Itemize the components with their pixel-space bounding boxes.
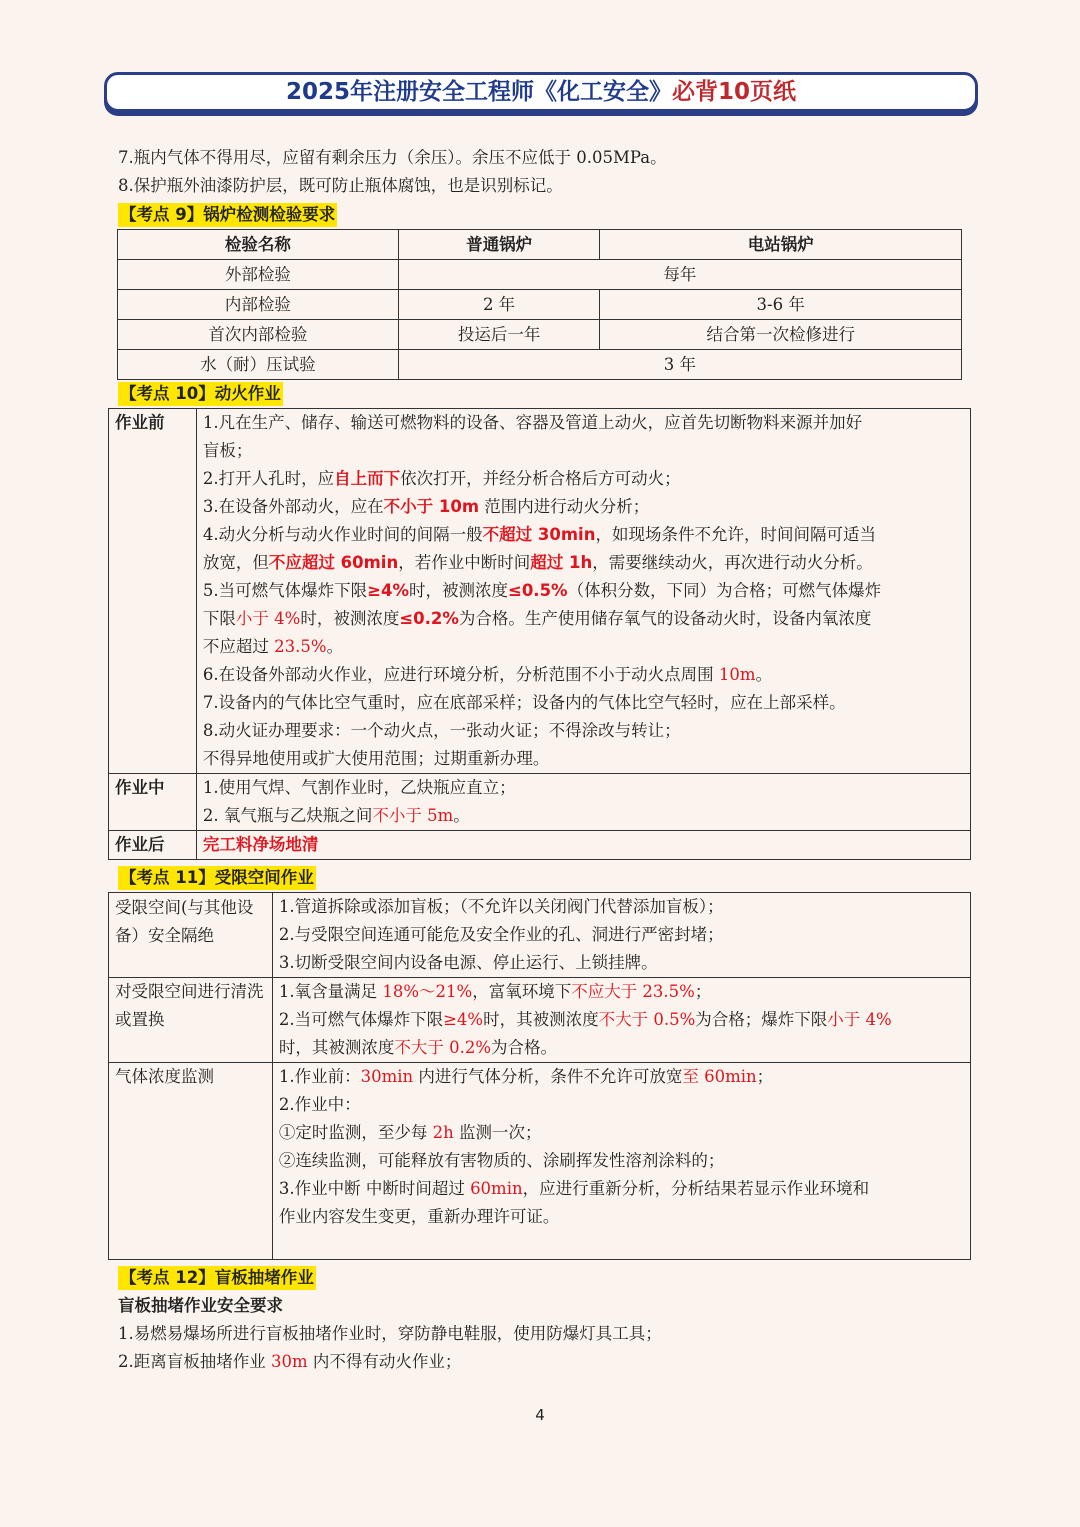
kp10-tag: 【考点 10】动火作业	[118, 382, 283, 406]
text-line: 不得异地使用或扩大使用范围；过期重新办理。	[202, 749, 550, 768]
phase-content	[196, 409, 970, 774]
table-header: 检验名称	[118, 230, 399, 260]
table-cell: 3 年	[398, 350, 961, 380]
text-line: 1.凡在生产、储存、输送可燃物料的设备、容器及管道上动火，应首先切断物料来源并加好	[202, 413, 863, 432]
row-content	[272, 893, 970, 978]
text-line: 作业内容发生变更，重新办理许可证。	[278, 1207, 560, 1226]
row-label: 受限空间(与其他设备）安全隔绝	[109, 893, 273, 978]
row-content	[272, 978, 970, 1063]
phase-label: 作业前	[109, 409, 197, 774]
table-cell: 外部检验	[118, 260, 399, 290]
row-label: 对受限空间进行清洗或置换	[109, 978, 273, 1063]
kp12-line-2: 2.距离盲板抽堵作业 30m 内不得有动火作业；	[118, 1352, 462, 1371]
table-cell: 水（耐）压试验	[118, 350, 399, 380]
text-line: 1.管道拆除或添加盲板；（不允许以关闭阀门代替添加盲板）；	[278, 897, 724, 916]
table-header: 电站锅炉	[600, 230, 962, 260]
text-line: 7.设备内的气体比空气重时，应在底部采样；设备内的气体比空气轻时，应在上部采样。	[202, 693, 846, 712]
boiler-inspection-table	[117, 229, 962, 380]
phase-label: 作业后	[109, 831, 197, 860]
text-line: 4.动火分析与动火作业时间的间隔一般不超过 30min，如现场条件不允许，时间间隔可适当	[202, 525, 876, 544]
kp12-tag: 【考点 12】盲板抽堵作业	[118, 1266, 316, 1290]
text-line: 2. 氧气瓶与乙炔瓶之间不小于 5m。	[202, 806, 470, 825]
text-line: 3.在设备外部动火，应在不小于 10m 范围内进行动火分析；	[202, 497, 650, 516]
text-line: 盲板；	[202, 441, 253, 460]
text-line: ②连续监测，可能释放有害物质的、涂刷挥发性溶剂涂料的；	[278, 1151, 725, 1170]
table-cell: 投运后一年	[398, 320, 600, 350]
text-line: 1.使用气焊、气割作业时，乙炔瓶应直立；	[202, 778, 516, 797]
text-line: 2.与受限空间连通可能危及安全作业的孔、洞进行严密封堵；	[278, 925, 724, 944]
kp12-line-1: 1.易燃易爆场所进行盲板抽堵作业时，穿防静电鞋服，使用防爆灯具工具；	[118, 1324, 662, 1343]
text-line: 1.作业前：30min 内进行气体分析，条件不允许可放宽至 60min；	[278, 1067, 774, 1086]
table-cell: 2 年	[398, 290, 600, 320]
text-line: 2.当可燃气体爆炸下限≥4%时，其被测浓度不大于 0.5%为合格；爆炸下限小于 4%	[278, 1010, 892, 1029]
text-line: 8.动火证办理要求：一个动火点，一张动火证；不得涂改与转让；	[202, 721, 681, 740]
kp9-tag: 【考点 9】锅炉检测检验要求	[118, 203, 337, 227]
text-line: 1.氧含量满足 18%～21%，富氧环境下不应大于 23.5%；	[278, 982, 712, 1001]
hot-work-table	[108, 408, 971, 860]
text-line: 不应超过 23.5%。	[202, 637, 344, 656]
page-number: 4	[535, 1406, 545, 1424]
text-line: 下限小于 4%时，被测浓度≤0.2%为合格。生产使用储存氧气的设备动火时，设备内氧浓度	[202, 609, 872, 628]
text-line: 6.在设备外部动火作业，应进行环境分析，分析范围不小于动火点周围 10m。	[202, 665, 773, 684]
kp11-tag: 【考点 11】受限空间作业	[118, 866, 316, 890]
text-line: ①定时监测，至少每 2h 监测一次；	[278, 1123, 542, 1142]
phase-content: 完工料净场地清	[196, 831, 970, 860]
title-main: 2025年注册安全工程师《化工安全》	[285, 79, 672, 105]
confined-space-table	[108, 892, 971, 1260]
intro-line-7: 7.瓶内气体不得用尽，应留有剩余压力（余压）。余压不应低于 0.05MPa。	[118, 148, 667, 167]
text-line: 3.切断受限空间内设备电源、停止运行、上锁挂牌。	[278, 953, 658, 972]
text-line: 放宽，但不应超过 60min，若作业中断时间超过 1h，需要继续动火，再次进行动火分析。	[202, 553, 873, 572]
phase-content	[196, 774, 970, 831]
table-cell: 每年	[398, 260, 961, 290]
kp12-subtitle: 盲板抽堵作业安全要求	[118, 1296, 283, 1315]
row-content	[272, 1063, 970, 1260]
text-line: 2.作业中：	[278, 1095, 361, 1114]
text-line: 时，其被测浓度不大于 0.2%为合格。	[278, 1038, 557, 1057]
intro-line-8: 8.保护瓶外油漆防护层，既可防止瓶体腐蚀，也是识别标记。	[118, 176, 563, 195]
title-accent: 必背10页纸	[672, 79, 797, 105]
text-line: 5.当可燃气体爆炸下限≥4%时，被测浓度≤0.5%（体积分数，下同）为合格；可燃气体爆炸	[202, 581, 882, 600]
table-cell: 结合第一次检修进行	[600, 320, 962, 350]
row-label: 气体浓度监测	[109, 1063, 273, 1260]
table-cell: 3-6 年	[600, 290, 962, 320]
table-cell: 内部检验	[118, 290, 399, 320]
title-banner	[104, 72, 978, 112]
phase-label: 作业中	[109, 774, 197, 831]
table-header: 普通锅炉	[398, 230, 600, 260]
text-line: 3.作业中断 中断时间超过 60min，应进行重新分析，分析结果若显示作业环境和	[278, 1179, 870, 1198]
table-cell: 首次内部检验	[118, 320, 399, 350]
text-line: 2.打开人孔时，应自上而下依次打开，并经分析合格后方可动火；	[202, 469, 681, 488]
